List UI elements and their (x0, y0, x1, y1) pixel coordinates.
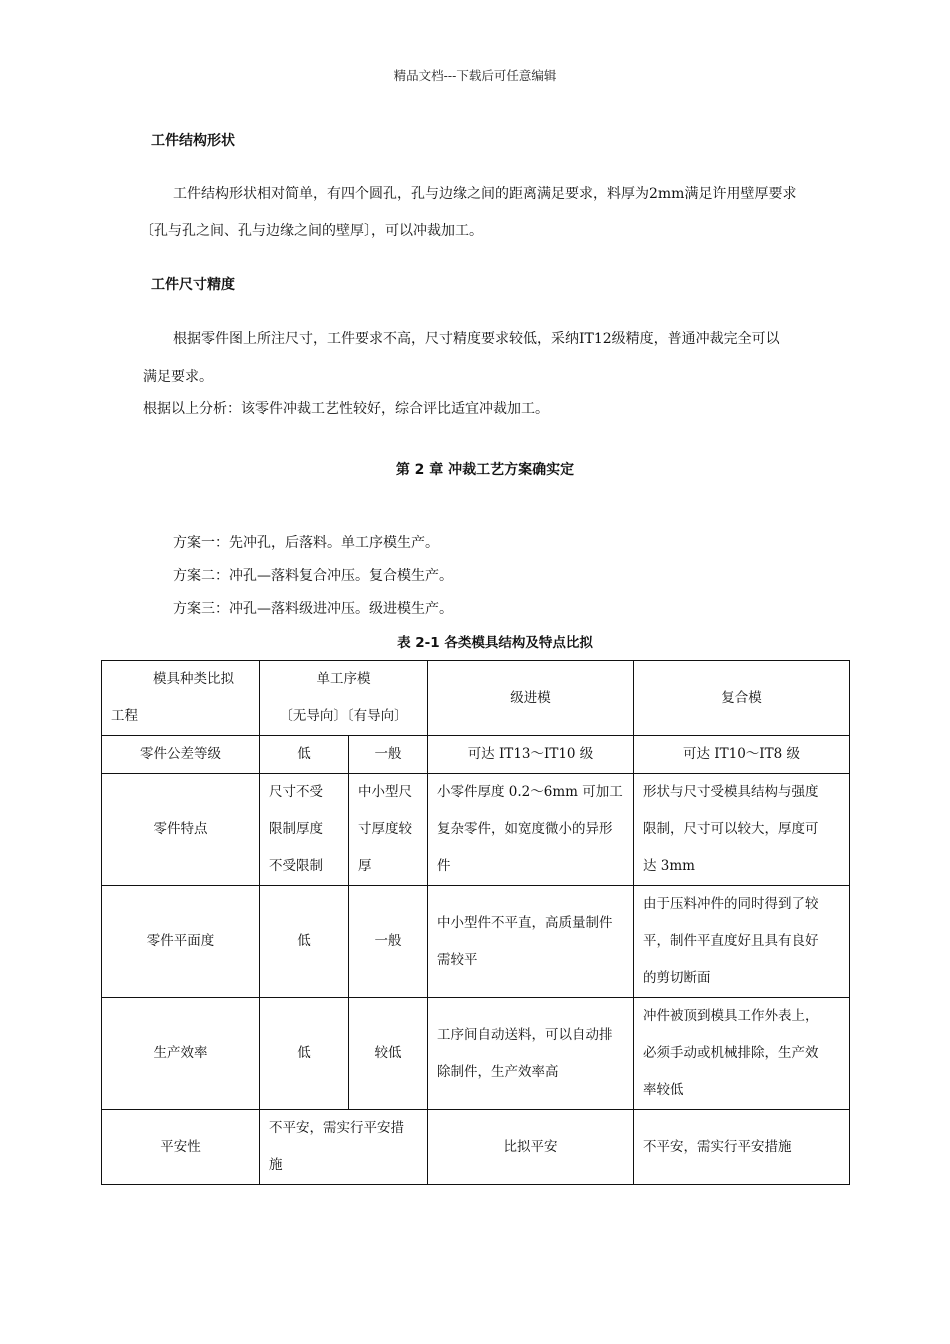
cell-compound (634, 774, 850, 886)
plan-item: 方案三：冲孔—落料级进冲压。级进模生产。 (173, 601, 453, 617)
cell-line: 除制件，生产效率高 (437, 1063, 559, 1080)
section-heading-structure: 工件结构形状 (151, 133, 235, 149)
section-heading-precision: 工件尺寸精度 (151, 277, 235, 293)
cell-progressive (428, 774, 634, 886)
cell-line: 尺寸不受 (269, 784, 323, 800)
cell-progressive: 比拟平安 (428, 1110, 634, 1185)
cell-line: 冲件被顶到模具工作外表上， (643, 1008, 819, 1024)
paragraph-line: 满足要求。 (143, 369, 213, 385)
row-label: 生产效率 (102, 998, 260, 1110)
table-row (102, 774, 850, 886)
chapter-title: 第 2 章 冲裁工艺方案确实定 (395, 462, 575, 478)
row-label: 零件特点 (102, 774, 260, 886)
page-header: 精品文档---下载后可任意编辑 (393, 68, 557, 83)
cell-line: 中小型件不平直，高质量制件 (437, 914, 613, 931)
table-row (102, 998, 850, 1110)
cell-line: 的剪切断面 (643, 970, 711, 986)
cell-no-guide (260, 774, 349, 886)
mold-comparison-table (101, 660, 850, 1185)
cell-line: 单工序模 (316, 671, 371, 687)
cell-no-guide: 低 (260, 998, 349, 1110)
cell-progressive: 可达 IT13～IT10 级 (428, 736, 634, 774)
header-cell-single-process (260, 661, 428, 736)
cell-line: 中小型尺 (358, 784, 412, 800)
cell-line: 工序间自动送料，可以自动排 (437, 1026, 613, 1043)
cell-compound (634, 886, 850, 998)
cell-line: 厚 (358, 858, 372, 874)
header-cell-progressive: 级进模 (428, 661, 634, 736)
header-cell-item (102, 661, 260, 736)
paragraph-line: 〔孔与孔之间、孔与边缘之间的壁厚〕，可以冲裁加工。 (140, 223, 483, 239)
cell-progressive (428, 886, 634, 998)
cell-line: 由于压料冲件的同时得到了较 (643, 896, 819, 912)
table-caption: 表 2-1 各类模具结构及特点比拟 (397, 635, 593, 651)
cell-line: 限制厚度 (269, 821, 323, 837)
row-label: 平安性 (102, 1110, 260, 1185)
table-row (102, 886, 850, 998)
cell-guide: 一般 (349, 886, 428, 998)
cell-line: 复杂零件，如宽度微小的异形 (437, 821, 613, 837)
cell-line: 需较平 (437, 951, 478, 968)
cell-no-guide: 低 (260, 886, 349, 998)
cell-line: 率较低 (643, 1082, 684, 1098)
row-label: 零件平面度 (102, 886, 260, 998)
header-cell-compound: 复合模 (634, 661, 850, 736)
cell-single-process (260, 1110, 428, 1185)
row-label: 零件公差等级 (102, 736, 260, 774)
cell-line: 必须手动或机械排除，生产效 (643, 1045, 819, 1061)
paragraph-line: 根据零件图上所注尺寸，工件要求不高，尺寸精度要求较低，采纳IT12级精度，普通冲裁完全可以 (173, 331, 780, 347)
cell-guide: 较低 (349, 998, 428, 1110)
cell-line: 不受限制 (269, 858, 323, 874)
plan-item: 方案二：冲孔—落料复合冲压。复合模生产。 (173, 568, 453, 584)
cell-compound: 不平安，需实行平安措施 (634, 1110, 850, 1185)
cell-line: 形状与尺寸受模具结构与强度 (643, 784, 819, 800)
cell-line: 工程 (111, 708, 138, 724)
cell-line: 限制，尺寸可以较大，厚度可 (643, 821, 819, 837)
cell-line: 寸厚度较 (358, 821, 412, 837)
cell-compound: 可达 IT10～IT8 级 (634, 736, 850, 774)
cell-no-guide: 低 (260, 736, 349, 774)
cell-line: 不平安，需实行平安措 (269, 1120, 404, 1136)
paragraph-line: 根据以上分析：该零件冲裁工艺性较好，综合评比适宜冲裁加工。 (143, 401, 549, 417)
cell-guide: 一般 (349, 736, 428, 774)
cell-compound (634, 998, 850, 1110)
cell-line: 平，制件平直度好且具有良好 (643, 933, 819, 949)
table-row (102, 736, 850, 774)
cell-guide (349, 774, 428, 886)
cell-line: 达 3mm (643, 858, 695, 874)
table-row (102, 1110, 850, 1185)
cell-line: 模具种类比拟 (153, 671, 234, 687)
cell-line: 〔无导向〕〔有导向〕 (279, 708, 408, 724)
paragraph-line: 工件结构形状相对简单，有四个圆孔，孔与边缘之间的距离满足要求，料厚为2mm满足许用壁厚要求 (173, 186, 797, 202)
cell-progressive (428, 998, 634, 1110)
cell-line: 小零件厚度 0.2～6mm 可加工 (437, 784, 623, 800)
cell-line: 件 (437, 858, 451, 874)
table-header-row (102, 661, 850, 736)
cell-line: 施 (269, 1157, 283, 1173)
plan-item: 方案一：先冲孔，后落料。单工序模生产。 (173, 535, 439, 551)
